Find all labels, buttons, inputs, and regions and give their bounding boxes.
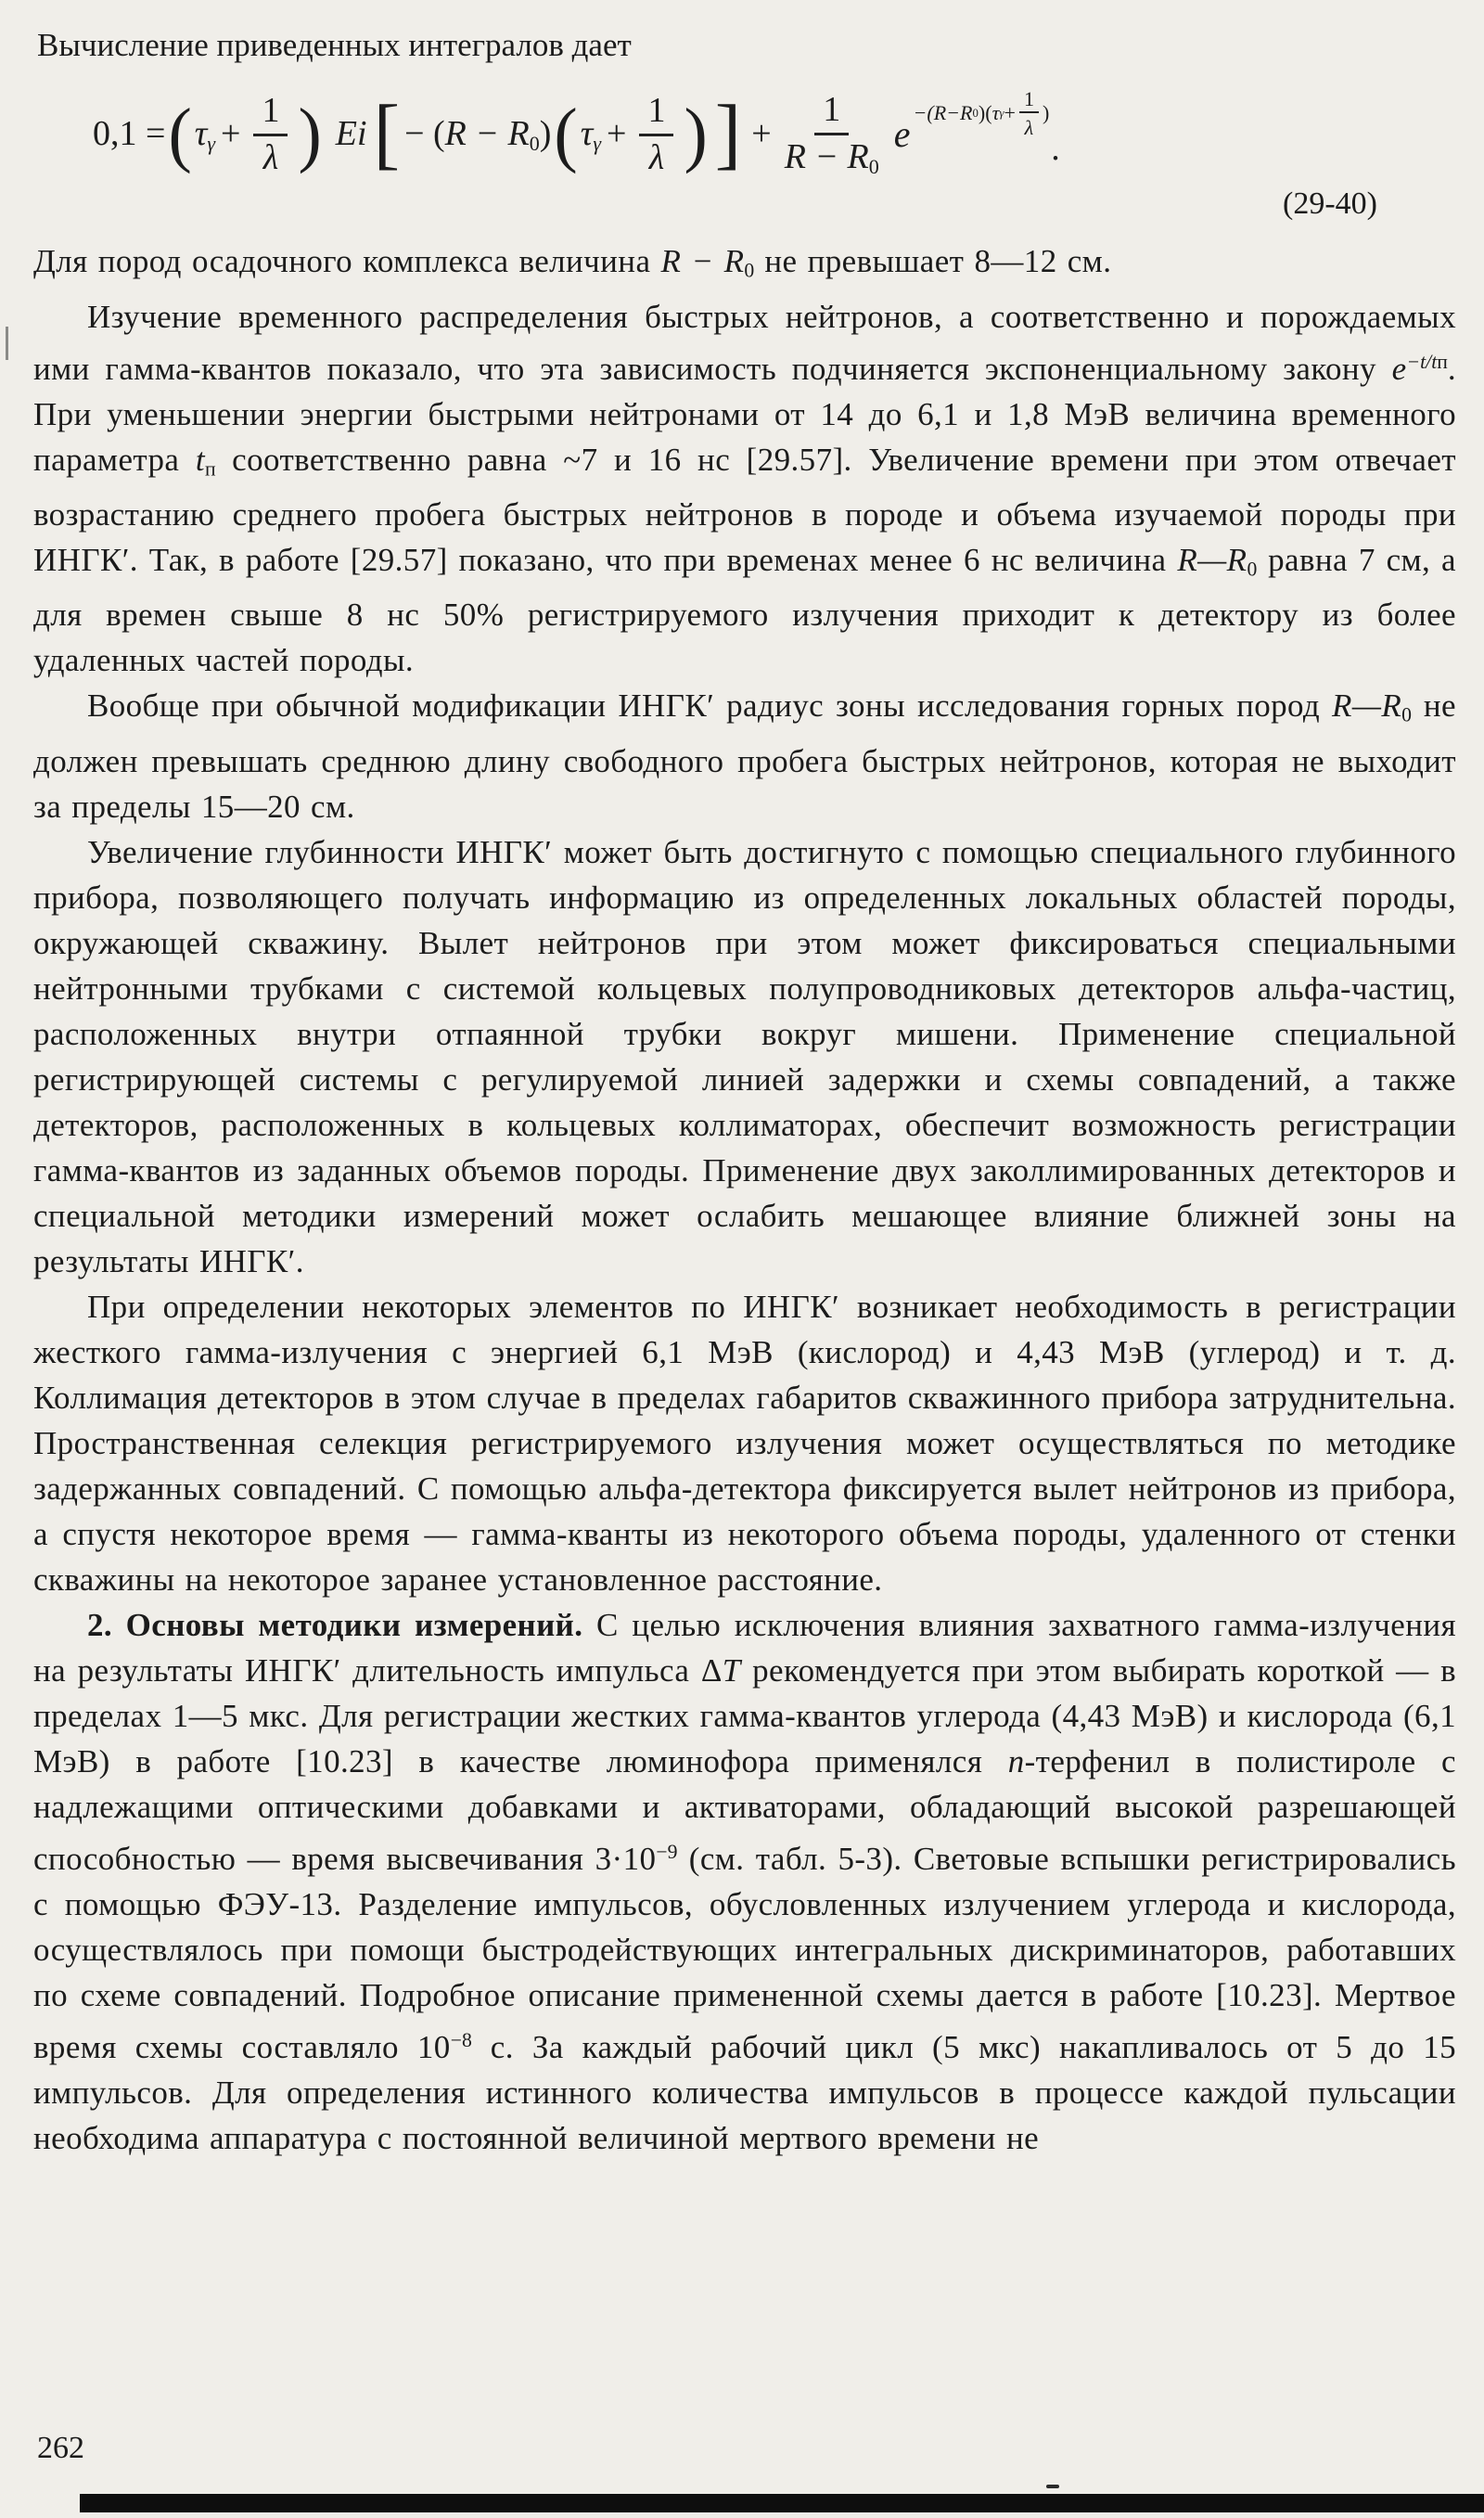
paragraph [33, 1602, 1456, 2161]
e-base: e [893, 113, 911, 156]
denominator: λ [648, 137, 665, 177]
text-segment: При определении некоторых элементов по ИНГК′ возникает необходимость в регистрации жесткого гамма-излучения с энергией 6,1 МэВ (кислород) и 4,43 МэВ (углерод) и т. д. Коллимация детекторов в этом случае в пределах габаритов скважинного прибора затруднительна. Пространственная селекция регистрируемого излучения может осуществляться по методике задержанных совпадений. С помощью альфа-детектора фиксируется вылет нейтронов из прибора, а спустя некоторое время — гамма-кванты из некоторого объема породы, удаленного от стенки скважины на некоторое заранее установленное расстояние. [33, 1288, 1456, 1598]
text-segment: С целью исключения влияния захватного гамма-излучения на результаты ИНГК′ длительность импульса Δ [33, 1606, 1456, 1689]
bracket-r-term [404, 113, 551, 157]
zero-subscript: 0 [529, 131, 540, 155]
text-segment: R—R [1332, 687, 1402, 725]
denominator [785, 135, 879, 177]
close-paren: ) [298, 94, 322, 175]
plus-sign: + [751, 114, 772, 154]
text-segment: R—R [1177, 541, 1247, 578]
open-bracket: [ [373, 90, 401, 178]
text-segment: t [195, 441, 206, 478]
close-bracket: ] [714, 90, 742, 178]
open-paren: ( [554, 94, 578, 175]
plus-sign: + [607, 113, 627, 153]
period: . [1051, 129, 1060, 169]
text-segment: −8 [450, 2028, 472, 2051]
close-paren: ) [684, 94, 708, 175]
fraction-one-over-r-minus-r0 [785, 92, 879, 177]
intro-line: Вычисление приведенных интегралов дает [37, 27, 632, 63]
close-paren: ) [539, 113, 552, 153]
equation-lhs: 0,1 = [93, 114, 166, 154]
text-segment: e [1391, 350, 1407, 387]
paragraph [33, 1284, 1456, 1602]
tau-symbol: τ [991, 101, 1000, 125]
text-segment: −t/t [1406, 350, 1438, 373]
r-minus-r: R − R [784, 136, 869, 176]
tau-plus-term [195, 113, 247, 157]
numerator: 1 [639, 93, 673, 136]
scan-bottom-bar-artifact [80, 2494, 1484, 2512]
paragraph [33, 683, 1456, 829]
text-segment: T [722, 1651, 741, 1689]
paragraph [33, 238, 1456, 293]
text-segment: Увеличение глубинности ИНГК′ может быть достигнуто с помощью специального глубинного прибора, позволяющего получать информацию из определенных локальных областей породы, окружающей скважину. Вылет нейтронов при этом может фиксироваться специальными нейтронными трубками с системой кольцевых полупроводниковых детекторов альфа-частиц, расположенных внутри отпаянной трубки вокруг мишени. Применение специальной регистрирующей системы с регулируемой линией задержки и схемы совпадений, а также детекторов, расположенных в кольцевых коллиматорах, обеспечит возможность регистрации гамма-квантов из заданных объемов породы. Применение двух заколлимированных детекторов и специальной методики измерений может ослабить мешающее влияние ближней зоны на результаты ИНГК′. [33, 833, 1456, 1279]
text-segment: рекомендуется при этом выбирать короткой — в пределах 1—5 мкс. Для регистрации жестких гамма-квантов углерода (4,43 МэВ) и кислорода (6,1 МэВ) в работе [10.23] в качестве люминофора применялся [33, 1651, 1456, 1779]
gamma-subscript: γ [207, 131, 216, 155]
text-segment: R − R [660, 243, 745, 280]
zero-subscript: 0 [868, 155, 879, 179]
displayed-equation-29-40 [33, 87, 1456, 222]
gamma-subscript: γ [593, 131, 602, 155]
page-number: 262 [37, 2431, 84, 2465]
close-paren: ) [1042, 101, 1050, 125]
zero-subscript: 0 [972, 107, 979, 121]
gamma-subscript: γ [999, 107, 1004, 121]
equation-body [33, 87, 1456, 179]
text-segment: не превышает 8—12 см. [754, 243, 1112, 280]
tau-plus-term [581, 113, 633, 157]
open-paren: ( [985, 101, 992, 125]
exponent-prefix: −(R−R [913, 101, 973, 125]
text-segment: 0 [1247, 558, 1258, 581]
scan-edge-artifact [6, 327, 8, 360]
numerator: 1 [1019, 88, 1039, 113]
scan-speck-artifact [1046, 2485, 1059, 2488]
text-segment: -терфенил в полистироле с надлежащими оптическими добавками и активаторами, обладающий высокой разрешающей способностью — время высвечивания 3·10 [33, 1742, 1456, 1877]
text-segment: (см. табл. 5-3). Световые вспышки регистрировались с помощью ФЭУ-13. Разделение импульсов, обусловленных излучением углерода и кислорода, осуществлялось при помощи быстродействующих интегральных дискриминаторов, работавших по схеме совпадений. Подробное описание примененной схемы дается в работе [10.23]. Мертвое время схемы составляло 10 [33, 1840, 1456, 2065]
exponent [914, 88, 1050, 138]
text-segment: п [205, 456, 216, 480]
open-paren: ( [433, 113, 445, 153]
close-paren: ) [978, 101, 986, 125]
paragraph [33, 829, 1456, 1284]
tau-symbol: τ [194, 113, 208, 153]
plus-sign: + [221, 113, 241, 153]
text-segment: Для пород осадочного комплекса величина [33, 243, 661, 280]
equation-number: (29-40) [1283, 186, 1377, 222]
text-segment: n [1007, 1742, 1025, 1779]
text-segment: . При уменьшении энергии быстрыми нейтронами от 14 до 6,1 и 1,8 МэВ величина временного параметра [33, 350, 1456, 478]
text-segment: с. За каждый рабочий цикл (5 мкс) накапливалось от 5 до 15 импульсов. Для определения истинного количества импульсов в процессе каждой пульсации необходима аппаратура с постоянной величиной мертвого времени не [33, 2028, 1456, 2156]
plus-sign: + [1004, 101, 1016, 125]
exponential-term [893, 87, 1060, 169]
text-segment: Изучение временного распределения быстрых нейтронов, а соответственно и порождаемых ими гамма-квантов показало, что эта зависимость подчиняется экспоненциальному закону [33, 298, 1456, 387]
open-paren: ( [168, 94, 192, 175]
text-segment: −9 [656, 1840, 678, 1863]
fraction-one-over-lambda [639, 90, 673, 177]
denominator: λ [1024, 116, 1034, 140]
text-segment: Вообще при обычной модификации ИНГК′ радиус зоны исследования горных пород [87, 687, 1333, 725]
paragraph [33, 294, 1456, 684]
tau-symbol: τ [580, 113, 594, 153]
mini-fraction-one-over-lambda [1019, 88, 1039, 138]
numerator: 1 [814, 92, 849, 135]
text-segment: 0 [1401, 703, 1412, 726]
text-segment: соответственно равна ~7 и 16 нс [29.57]. Увеличение времени при этом отвечает возрастанию среднего пробега быстрых нейтронов в породе и объема изучаемой породы при ИНГК′. Так, в работе [29.57] показано, что при временах менее 6 нс величина [33, 441, 1456, 578]
text-segment: не должен превышать среднюю длину свободного пробега быстрых нейтронов, которая не выходит за пределы 15—20 см. [33, 687, 1456, 825]
body-text [33, 238, 1456, 2160]
fraction-one-over-lambda [253, 90, 288, 177]
denominator: λ [262, 137, 279, 177]
ei-function-label: Ei [335, 114, 367, 154]
text-segment: 0 [744, 259, 755, 282]
r-minus-r: R − R [444, 113, 530, 153]
text-segment: 2. Основы методики измерений. [87, 1606, 583, 1643]
text-segment: равна 7 см, а для времен свыше 8 нс 50% регистрируемого излучения приходит к детектору из более удаленных частей породы. [33, 541, 1456, 679]
numerator: 1 [253, 93, 288, 136]
minus-sign: − [404, 113, 433, 153]
text-segment: п [1437, 350, 1448, 373]
